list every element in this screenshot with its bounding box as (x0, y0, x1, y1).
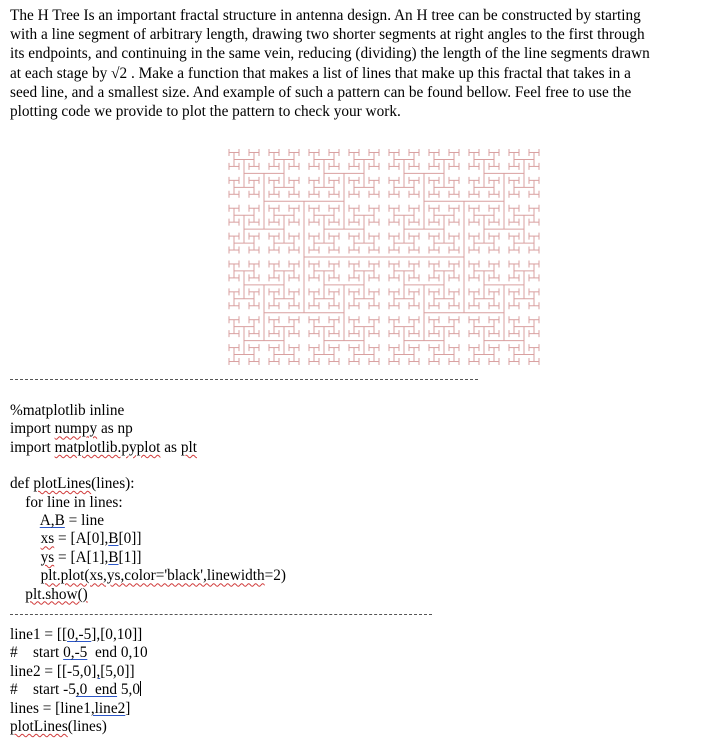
paragraph-line: its endpoints, and continuing in the same vein, reducing (dividing) the length of the line segments drawn (10, 45, 650, 63)
code-line: import matplotlib.pyplot as plt (10, 438, 197, 456)
code-line: # start -5,0 end 5,0 (10, 681, 141, 699)
plotting-code (10, 402, 286, 604)
paragraph-line: seed line, and a smallest size. And example of such a pattern can be found bellow. Feel free to use the (10, 83, 632, 101)
paragraph-line: plotting code we provide to plot the pattern to check your work. (10, 103, 401, 121)
code-line: lines = [line1,line2] (10, 699, 131, 717)
code-line: plt.plot(xs,ys,color='black',linewidth=2) (40, 567, 286, 585)
paragraph-line: at each stage by √2 . Make a function that makes a list of lines that make up this fractal that takes in a (10, 64, 631, 82)
code-line: line2 = [[-5,0],[5,0]] (10, 662, 135, 680)
paragraph-line: with a line segment of arbitrary length, drawing two shorter segments at right angles to the first through (10, 26, 645, 44)
h-tree-figure (226, 146, 542, 368)
problem-description (10, 6, 706, 121)
code-line: import numpy as np (10, 420, 133, 438)
separator-bottom (10, 614, 432, 615)
separator-top (10, 379, 478, 380)
code-line: for line in lines: (10, 493, 123, 511)
code-line: xs = [A[0],B[0]] (40, 530, 142, 548)
code-line: plt.show() (25, 585, 88, 603)
code-line: A,B = line (39, 512, 105, 530)
test-code (10, 626, 148, 736)
code-line: plotLines(lines) (10, 718, 107, 736)
code-line: # start 0,-5 end 0,10 (10, 644, 148, 662)
code-line: ys = [A[1],B[1]] (40, 548, 142, 566)
paragraph-line: The H Tree Is an important fractal structure in antenna design. An H tree can be constructed by starting (10, 7, 641, 24)
code-line: def plotLines(lines): (10, 475, 135, 493)
code-line: line1 = [[0,-5],[0,10]] (10, 626, 143, 643)
text-cursor (140, 681, 141, 696)
code-line: %matplotlib inline (10, 402, 125, 419)
